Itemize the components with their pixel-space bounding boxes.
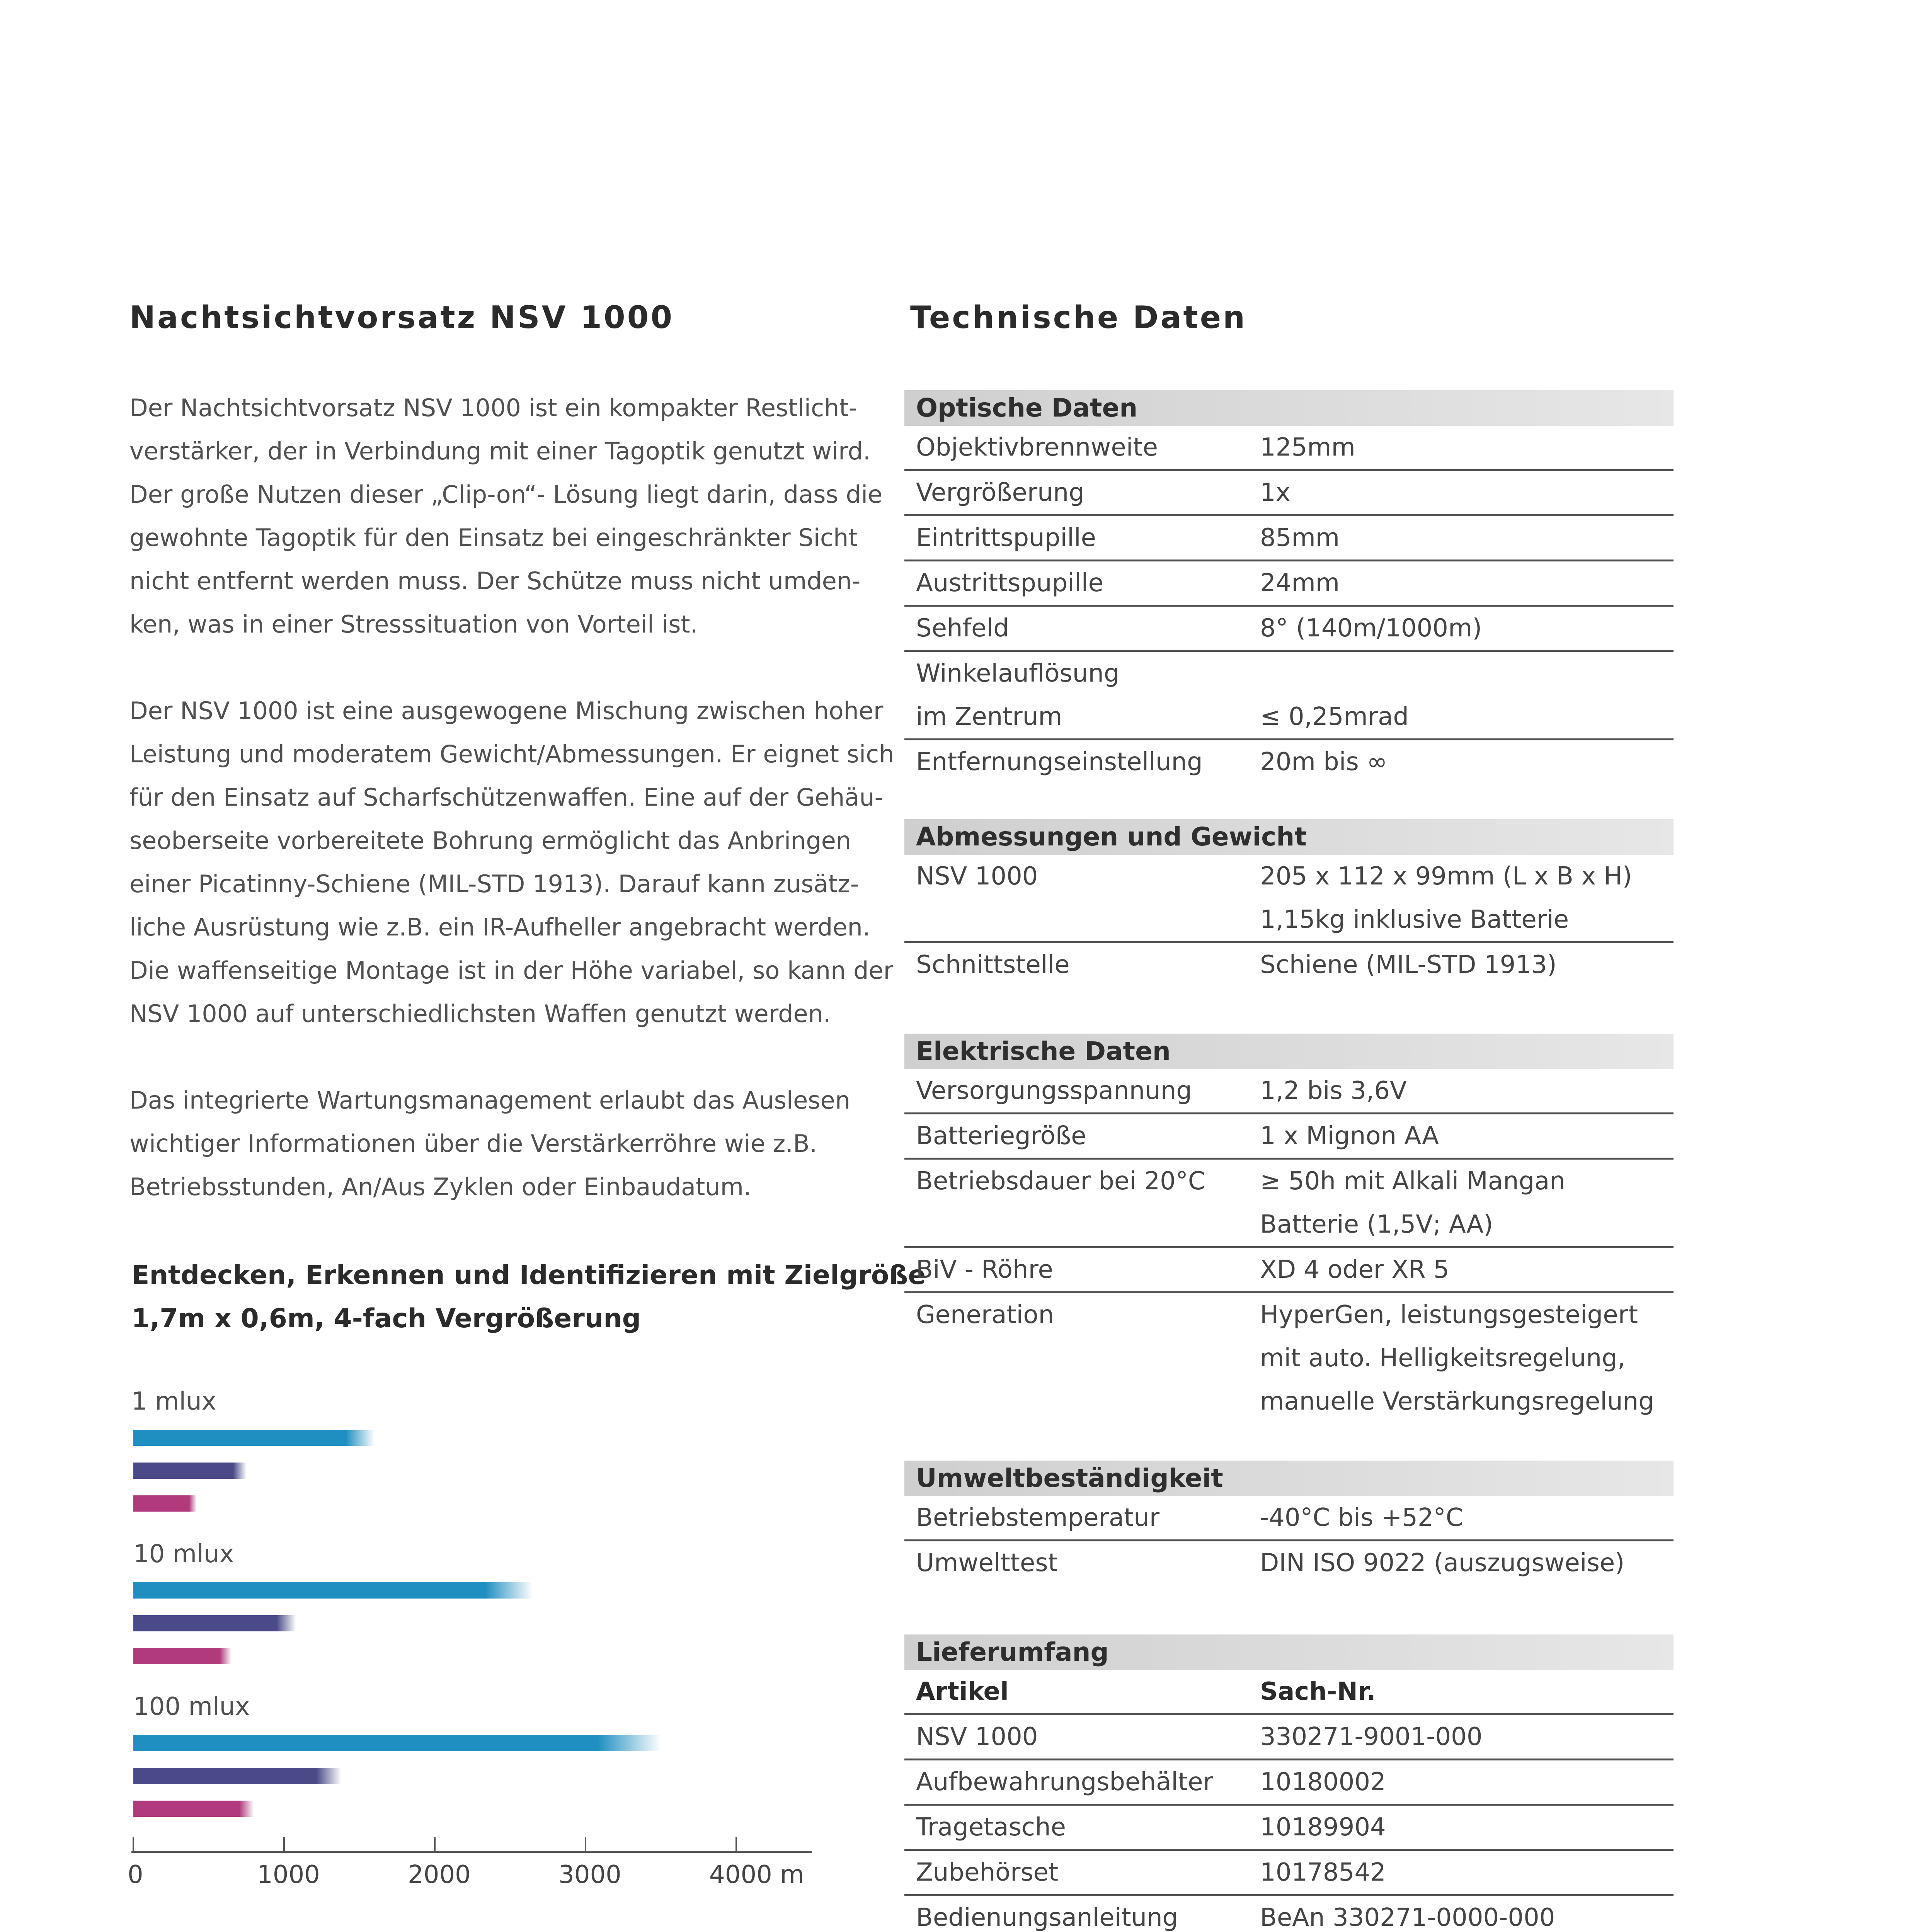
spec-label: Entfernungseinstellung [916, 748, 1203, 776]
text-line: Die waffenseitige Montage ist in der Höhe variabel, so kann der [129, 956, 894, 985]
spec-label: Objektivbrennweite [916, 433, 1158, 462]
spec-value: 20m bis ∞ [1260, 748, 1388, 776]
chart-heading-line: 1,7m x 0,6m, 4-fach Vergrößerung [131, 1303, 641, 1334]
spec-label: Betriebstemperatur [916, 1503, 1160, 1532]
spec-row [904, 516, 1674, 561]
bar-erkennen [133, 1463, 247, 1479]
spec-value: 8° (140m/1000m) [1260, 614, 1482, 643]
spec-value: 85mm [1260, 524, 1340, 552]
x-tick-label: 2000 [408, 1861, 471, 1889]
spec-section [904, 390, 1674, 784]
spec-row [904, 1248, 1674, 1293]
range-chart [0, 0, 850, 1932]
spec-row [904, 652, 1674, 740]
bar-entdecken [133, 1735, 661, 1751]
bar-erkennen [133, 1615, 296, 1631]
spec-value: 1,2 bis 3,6V [1260, 1077, 1407, 1105]
text-line: liche Ausrüstung wie z.B. ein IR-Aufheller angebracht werden. [129, 913, 870, 941]
spec-label: Betriebsdauer bei 20°C [916, 1167, 1205, 1196]
spec-label: Zubehörset [916, 1858, 1059, 1887]
spec-label: Batteriegröße [916, 1122, 1086, 1150]
spec-label: Winkelauflösung [916, 659, 1120, 688]
spec-row [904, 1496, 1674, 1541]
spec-value: mit auto. Helligkeitsregelung, [1260, 1344, 1626, 1372]
spec-row [904, 1069, 1674, 1114]
spec-value: Sach-Nr. [1260, 1677, 1376, 1706]
text-line: seoberseite vorbereitete Bohrung ermöglicht das Anbringen [129, 827, 851, 855]
spec-value: manuelle Verstärkungsregelung [1260, 1387, 1654, 1416]
section-heading: Lieferumfang [904, 1634, 1674, 1670]
spec-value: XD 4 oder XR 5 [1260, 1255, 1449, 1284]
spec-value: 24mm [1260, 569, 1340, 597]
category-label: 1 mlux [131, 1387, 216, 1416]
spec-value: DIN ISO 9022 (auszugsweise) [1260, 1549, 1625, 1577]
section-heading: Optische Daten [904, 390, 1674, 426]
text-line: Das integrierte Wartungsmanagement erlaubt das Auslesen [129, 1086, 850, 1114]
x-axis-line [131, 1851, 812, 1853]
text-line: Leistung und moderatem Gewicht/Abmessungen. Er eignet sich [129, 740, 894, 768]
spec-value: 1x [1260, 478, 1290, 507]
bar-erkennen [133, 1768, 341, 1784]
spec-label: BiV - Röhre [916, 1255, 1053, 1284]
bar-entdecken [133, 1430, 375, 1446]
category-label: 100 mlux [133, 1692, 250, 1721]
spec-section [904, 1034, 1674, 1423]
spec-label: im Zentrum [916, 702, 1062, 731]
spec-label: Eintrittspupille [916, 524, 1096, 552]
text-line: für den Einsatz auf Scharfschützenwaffen. Eine auf der Gehäu- [129, 783, 884, 811]
spec-label: Generation [916, 1301, 1054, 1329]
chart-heading-line: Entdecken, Erkennen und Identifizieren mit Zielgröße [131, 1260, 926, 1291]
x-tick [735, 1837, 737, 1852]
specs-title: Technische Daten [910, 299, 1247, 335]
section-heading: Abmessungen und Gewicht [904, 819, 1674, 855]
spec-row [904, 1160, 1674, 1248]
spec-label: Versorgungsspannung [916, 1077, 1192, 1105]
section-heading: Umweltbeständigkeit [904, 1461, 1674, 1496]
spec-row [904, 1114, 1674, 1160]
spec-section [904, 1634, 1674, 1932]
spec-section [904, 1461, 1674, 1585]
text-line: ken, was in einer Stresssituation von Vorteil ist. [129, 610, 698, 638]
x-tick-label: 3000 [558, 1861, 621, 1889]
spec-row [904, 1896, 1674, 1932]
x-tick [434, 1837, 436, 1852]
text-line: wichtiger Informationen über die Verstärkerröhre wie z.B. [129, 1129, 817, 1158]
spec-value: 1 x Mignon AA [1260, 1122, 1439, 1150]
x-tick-label: 0 [128, 1861, 143, 1889]
text-line: nicht entfernt werden muss. Der Schütze muss nicht umden- [129, 567, 861, 595]
spec-row [904, 561, 1674, 607]
spec-value: -40°C bis +52°C [1260, 1503, 1463, 1532]
spec-row [904, 471, 1674, 516]
spec-row [904, 607, 1674, 652]
spec-value: Batterie (1,5V; AA) [1260, 1210, 1493, 1239]
x-tick-label: 1000 [257, 1861, 320, 1889]
text-line: Der NSV 1000 ist eine ausgewogene Mischung zwischen hoher [129, 697, 884, 725]
spec-value: 205 x 112 x 99mm (L x B x H) [1260, 862, 1632, 891]
spec-label: Artikel [916, 1677, 1009, 1706]
spec-row [904, 1670, 1674, 1715]
spec-row [904, 740, 1674, 784]
text-line: Der Nachtsichtvorsatz NSV 1000 ist ein kompakter Restlicht- [129, 394, 858, 422]
text-line: gewohnte Tagoptik für den Einsatz bei eingeschränkter Sicht [129, 524, 858, 552]
spec-label: NSV 1000 [916, 1723, 1038, 1751]
text-line: NSV 1000 auf unterschiedlichsten Waffen genutzt werden. [129, 1000, 831, 1028]
x-tick [585, 1837, 586, 1852]
text-line: verstärker, der in Verbindung mit einer Tagoptik genutzt wird. [129, 437, 871, 465]
spec-label: Schnittstelle [916, 951, 1070, 979]
spec-value: ≥ 50h mit Alkali Mangan [1260, 1167, 1565, 1196]
spec-row [904, 1760, 1674, 1806]
spec-value: 10180002 [1260, 1768, 1386, 1796]
x-tick [133, 1837, 134, 1852]
spec-value: 10189904 [1260, 1813, 1386, 1842]
spec-label: Sehfeld [916, 614, 1009, 643]
x-tick-label: 4000 m [709, 1861, 804, 1889]
spec-value: BeAn 330271-0000-000 [1260, 1903, 1555, 1932]
spec-value: 1,15kg inklusive Batterie [1260, 905, 1569, 934]
spec-label: Umwelttest [916, 1549, 1058, 1577]
spec-row [904, 855, 1674, 943]
bar-identifizieren [133, 1495, 197, 1512]
spec-label: NSV 1000 [916, 862, 1038, 891]
spec-value: HyperGen, leistungsgesteigert [1260, 1301, 1638, 1329]
spec-value: 330271-9001-000 [1260, 1723, 1483, 1751]
spec-row [904, 1806, 1674, 1851]
spec-value: ≤ 0,25mrad [1260, 702, 1409, 731]
bar-identifizieren [133, 1648, 232, 1664]
text-line: einer Picatinny-Schiene (MIL-STD 1913). Darauf kann zusätz- [129, 870, 859, 898]
spec-row [904, 1715, 1674, 1760]
spec-label: Aufbewahrungsbehälter [916, 1768, 1213, 1796]
category-label: 10 mlux [133, 1540, 234, 1568]
spec-row [904, 1293, 1674, 1423]
bar-identifizieren [133, 1801, 254, 1817]
spec-label: Tragetasche [916, 1813, 1066, 1842]
spec-row [904, 1851, 1674, 1896]
product-title: Nachtsichtvorsatz NSV 1000 [129, 299, 674, 335]
spec-label: Vergrößerung [916, 478, 1084, 507]
text-line: Betriebsstunden, An/Aus Zyklen oder Einbaudatum. [129, 1173, 751, 1201]
spec-row [904, 1541, 1674, 1585]
spec-row [904, 426, 1674, 471]
bar-entdecken [133, 1582, 533, 1599]
section-heading: Elektrische Daten [904, 1034, 1674, 1069]
spec-section [904, 819, 1674, 986]
spec-row [904, 943, 1674, 986]
spec-label: Bedienungsanleitung [916, 1903, 1178, 1932]
spec-value: 10178542 [1260, 1858, 1386, 1887]
spec-label: Austrittspupille [916, 569, 1103, 597]
text-line: Der große Nutzen dieser „Clip-on“- Lösung liegt darin, dass die [129, 480, 883, 509]
x-tick [283, 1837, 285, 1852]
spec-value: 125mm [1260, 433, 1355, 462]
spec-value: Schiene (MIL-STD 1913) [1260, 951, 1557, 979]
